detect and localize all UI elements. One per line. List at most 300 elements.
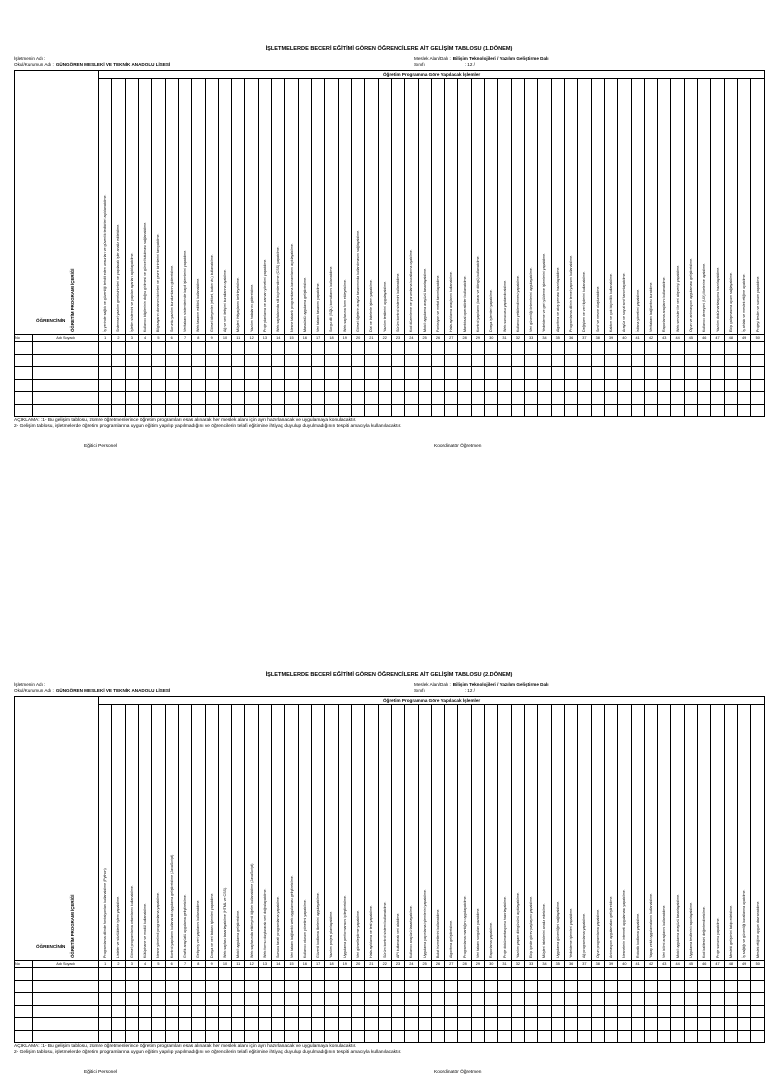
grid-cell[interactable]: [138, 379, 151, 392]
grid-cell[interactable]: [405, 367, 418, 380]
grid-cell[interactable]: [285, 367, 298, 380]
grid-cell[interactable]: [232, 379, 245, 392]
grid-cell[interactable]: [698, 404, 711, 417]
grid-cell[interactable]: [591, 404, 604, 417]
grid-cell[interactable]: [272, 379, 285, 392]
grid-cell[interactable]: [338, 354, 351, 367]
grid-cell[interactable]: [445, 1005, 458, 1018]
grid-cell[interactable]: [351, 993, 364, 1006]
grid-cell[interactable]: [218, 404, 231, 417]
grid-cell[interactable]: [711, 379, 724, 392]
grid-cell[interactable]: [458, 1030, 471, 1043]
grid-cell[interactable]: [33, 367, 99, 380]
grid-cell[interactable]: [298, 342, 311, 355]
grid-cell[interactable]: [125, 1005, 138, 1018]
grid-cell[interactable]: [471, 968, 484, 981]
grid-cell[interactable]: [418, 993, 431, 1006]
grid-cell[interactable]: [671, 1030, 684, 1043]
grid-cell[interactable]: [405, 980, 418, 993]
grid-cell[interactable]: [511, 980, 524, 993]
grid-cell[interactable]: [205, 379, 218, 392]
grid-cell[interactable]: [498, 392, 511, 405]
grid-cell[interactable]: [165, 367, 178, 380]
grid-cell[interactable]: [378, 1030, 391, 1043]
grid-cell[interactable]: [351, 1005, 364, 1018]
grid-cell[interactable]: [458, 342, 471, 355]
grid-cell[interactable]: [205, 342, 218, 355]
grid-cell[interactable]: [578, 342, 591, 355]
grid-cell[interactable]: [684, 993, 697, 1006]
grid-cell[interactable]: [418, 367, 431, 380]
grid-cell[interactable]: [431, 968, 444, 981]
grid-cell[interactable]: [378, 392, 391, 405]
grid-cell[interactable]: [391, 367, 404, 380]
grid-cell[interactable]: [564, 404, 577, 417]
grid-cell[interactable]: [165, 379, 178, 392]
grid-cell[interactable]: [604, 342, 617, 355]
grid-cell[interactable]: [658, 1030, 671, 1043]
grid-cell[interactable]: [538, 354, 551, 367]
grid-cell[interactable]: [15, 379, 33, 392]
grid-cell[interactable]: [152, 968, 165, 981]
grid-cell[interactable]: [724, 968, 737, 981]
grid-cell[interactable]: [325, 1030, 338, 1043]
grid-cell[interactable]: [338, 392, 351, 405]
grid-cell[interactable]: [711, 404, 724, 417]
grid-cell[interactable]: [551, 367, 564, 380]
grid-cell[interactable]: [525, 980, 538, 993]
grid-cell[interactable]: [458, 392, 471, 405]
grid-cell[interactable]: [724, 379, 737, 392]
grid-cell[interactable]: [391, 342, 404, 355]
grid-cell[interactable]: [578, 993, 591, 1006]
grid-cell[interactable]: [272, 1005, 285, 1018]
grid-cell[interactable]: [152, 354, 165, 367]
grid-cell[interactable]: [445, 980, 458, 993]
grid-cell[interactable]: [165, 404, 178, 417]
grid-cell[interactable]: [365, 354, 378, 367]
grid-cell[interactable]: [485, 404, 498, 417]
grid-cell[interactable]: [165, 968, 178, 981]
grid-cell[interactable]: [738, 1005, 751, 1018]
grid-cell[interactable]: [511, 379, 524, 392]
grid-cell[interactable]: [738, 367, 751, 380]
grid-cell[interactable]: [15, 968, 33, 981]
grid-cell[interactable]: [511, 1030, 524, 1043]
grid-cell[interactable]: [631, 968, 644, 981]
grid-cell[interactable]: [99, 367, 112, 380]
grid-cell[interactable]: [644, 342, 657, 355]
grid-cell[interactable]: [272, 993, 285, 1006]
grid-cell[interactable]: [671, 354, 684, 367]
grid-cell[interactable]: [405, 1030, 418, 1043]
grid-cell[interactable]: [644, 993, 657, 1006]
grid-cell[interactable]: [285, 354, 298, 367]
grid-cell[interactable]: [205, 392, 218, 405]
grid-cell[interactable]: [604, 367, 617, 380]
grid-cell[interactable]: [245, 379, 258, 392]
grid-cell[interactable]: [631, 392, 644, 405]
grid-cell[interactable]: [724, 993, 737, 1006]
grid-cell[interactable]: [258, 392, 271, 405]
grid-cell[interactable]: [338, 1005, 351, 1018]
grid-cell[interactable]: [285, 392, 298, 405]
grid-cell[interactable]: [485, 354, 498, 367]
grid-cell[interactable]: [724, 392, 737, 405]
grid-cell[interactable]: [205, 1030, 218, 1043]
grid-cell[interactable]: [471, 1005, 484, 1018]
grid-cell[interactable]: [471, 993, 484, 1006]
grid-cell[interactable]: [218, 379, 231, 392]
grid-cell[interactable]: [33, 404, 99, 417]
grid-cell[interactable]: [365, 379, 378, 392]
grid-cell[interactable]: [138, 342, 151, 355]
grid-cell[interactable]: [112, 379, 125, 392]
grid-cell[interactable]: [351, 1030, 364, 1043]
grid-cell[interactable]: [631, 1030, 644, 1043]
grid-cell[interactable]: [418, 342, 431, 355]
grid-cell[interactable]: [724, 342, 737, 355]
grid-cell[interactable]: [405, 968, 418, 981]
grid-cell[interactable]: [564, 968, 577, 981]
grid-cell[interactable]: [99, 379, 112, 392]
grid-cell[interactable]: [485, 980, 498, 993]
grid-cell[interactable]: [178, 1005, 191, 1018]
grid-cell[interactable]: [112, 993, 125, 1006]
grid-cell[interactable]: [591, 1030, 604, 1043]
grid-cell[interactable]: [511, 1005, 524, 1018]
grid-cell[interactable]: [525, 342, 538, 355]
grid-cell[interactable]: [365, 980, 378, 993]
grid-cell[interactable]: [698, 367, 711, 380]
grid-cell[interactable]: [738, 404, 751, 417]
grid-cell[interactable]: [15, 342, 33, 355]
grid-cell[interactable]: [365, 392, 378, 405]
grid-cell[interactable]: [431, 379, 444, 392]
grid-cell[interactable]: [178, 354, 191, 367]
grid-cell[interactable]: [245, 367, 258, 380]
grid-cell[interactable]: [298, 1030, 311, 1043]
grid-cell[interactable]: [485, 1030, 498, 1043]
grid-cell[interactable]: [285, 980, 298, 993]
grid-cell[interactable]: [711, 354, 724, 367]
grid-cell[interactable]: [351, 342, 364, 355]
grid-cell[interactable]: [658, 392, 671, 405]
grid-cell[interactable]: [498, 1030, 511, 1043]
grid-cell[interactable]: [618, 968, 631, 981]
grid-cell[interactable]: [631, 1005, 644, 1018]
grid-cell[interactable]: [458, 354, 471, 367]
grid-cell[interactable]: [125, 993, 138, 1006]
grid-cell[interactable]: [15, 404, 33, 417]
grid-cell[interactable]: [698, 993, 711, 1006]
grid-cell[interactable]: [125, 379, 138, 392]
grid-cell[interactable]: [365, 1005, 378, 1018]
grid-cell[interactable]: [738, 392, 751, 405]
grid-cell[interactable]: [591, 392, 604, 405]
grid-cell[interactable]: [591, 379, 604, 392]
grid-cell[interactable]: [658, 367, 671, 380]
grid-cell[interactable]: [751, 980, 765, 993]
grid-cell[interactable]: [192, 367, 205, 380]
grid-cell[interactable]: [604, 980, 617, 993]
grid-cell[interactable]: [285, 993, 298, 1006]
grid-cell[interactable]: [445, 1030, 458, 1043]
grid-cell[interactable]: [298, 993, 311, 1006]
grid-cell[interactable]: [711, 342, 724, 355]
grid-cell[interactable]: [431, 980, 444, 993]
grid-cell[interactable]: [245, 980, 258, 993]
grid-cell[interactable]: [564, 1005, 577, 1018]
grid-cell[interactable]: [445, 379, 458, 392]
grid-cell[interactable]: [751, 379, 765, 392]
grid-cell[interactable]: [431, 367, 444, 380]
grid-cell[interactable]: [152, 1005, 165, 1018]
grid-cell[interactable]: [258, 980, 271, 993]
grid-cell[interactable]: [152, 342, 165, 355]
grid-cell[interactable]: [418, 392, 431, 405]
grid-cell[interactable]: [33, 1005, 99, 1018]
grid-cell[interactable]: [591, 1005, 604, 1018]
grid-cell[interactable]: [738, 342, 751, 355]
grid-cell[interactable]: [33, 980, 99, 993]
grid-cell[interactable]: [431, 354, 444, 367]
grid-cell[interactable]: [458, 379, 471, 392]
grid-cell[interactable]: [391, 1005, 404, 1018]
grid-cell[interactable]: [698, 354, 711, 367]
grid-cell[interactable]: [298, 1005, 311, 1018]
grid-cell[interactable]: [498, 993, 511, 1006]
grid-cell[interactable]: [498, 1005, 511, 1018]
grid-cell[interactable]: [538, 342, 551, 355]
grid-cell[interactable]: [471, 980, 484, 993]
grid-cell[interactable]: [564, 980, 577, 993]
grid-cell[interactable]: [218, 354, 231, 367]
grid-cell[interactable]: [391, 1030, 404, 1043]
grid-cell[interactable]: [218, 993, 231, 1006]
grid-cell[interactable]: [112, 1005, 125, 1018]
grid-cell[interactable]: [618, 980, 631, 993]
grid-cell[interactable]: [165, 354, 178, 367]
grid-cell[interactable]: [138, 354, 151, 367]
grid-cell[interactable]: [298, 980, 311, 993]
grid-cell[interactable]: [325, 968, 338, 981]
grid-cell[interactable]: [365, 993, 378, 1006]
grid-cell[interactable]: [618, 993, 631, 1006]
grid-cell[interactable]: [698, 1005, 711, 1018]
grid-cell[interactable]: [511, 993, 524, 1006]
grid-cell[interactable]: [538, 980, 551, 993]
grid-cell[interactable]: [258, 379, 271, 392]
grid-cell[interactable]: [751, 1005, 765, 1018]
grid-cell[interactable]: [578, 367, 591, 380]
grid-cell[interactable]: [445, 342, 458, 355]
grid-cell[interactable]: [192, 354, 205, 367]
grid-cell[interactable]: [711, 968, 724, 981]
grid-cell[interactable]: [165, 1005, 178, 1018]
grid-cell[interactable]: [658, 968, 671, 981]
grid-cell[interactable]: [751, 404, 765, 417]
grid-cell[interactable]: [33, 1030, 99, 1043]
grid-cell[interactable]: [445, 404, 458, 417]
grid-cell[interactable]: [15, 980, 33, 993]
grid-cell[interactable]: [338, 342, 351, 355]
grid-cell[interactable]: [405, 404, 418, 417]
grid-cell[interactable]: [631, 379, 644, 392]
grid-cell[interactable]: [511, 367, 524, 380]
grid-cell[interactable]: [538, 367, 551, 380]
grid-cell[interactable]: [405, 379, 418, 392]
grid-cell[interactable]: [684, 980, 697, 993]
grid-cell[interactable]: [272, 367, 285, 380]
grid-cell[interactable]: [751, 354, 765, 367]
grid-cell[interactable]: [205, 1005, 218, 1018]
grid-cell[interactable]: [125, 367, 138, 380]
grid-cell[interactable]: [658, 980, 671, 993]
grid-cell[interactable]: [178, 968, 191, 981]
grid-cell[interactable]: [511, 404, 524, 417]
grid-cell[interactable]: [272, 354, 285, 367]
grid-cell[interactable]: [351, 392, 364, 405]
grid-cell[interactable]: [431, 342, 444, 355]
grid-cell[interactable]: [391, 980, 404, 993]
grid-cell[interactable]: [178, 993, 191, 1006]
grid-cell[interactable]: [15, 354, 33, 367]
grid-cell[interactable]: [272, 404, 285, 417]
grid-cell[interactable]: [232, 392, 245, 405]
grid-cell[interactable]: [525, 392, 538, 405]
grid-cell[interactable]: [418, 1005, 431, 1018]
grid-cell[interactable]: [138, 1030, 151, 1043]
grid-cell[interactable]: [604, 404, 617, 417]
grid-cell[interactable]: [751, 968, 765, 981]
grid-cell[interactable]: [33, 342, 99, 355]
grid-cell[interactable]: [338, 1030, 351, 1043]
grid-cell[interactable]: [618, 342, 631, 355]
grid-cell[interactable]: [591, 993, 604, 1006]
grid-cell[interactable]: [711, 392, 724, 405]
grid-cell[interactable]: [551, 354, 564, 367]
grid-cell[interactable]: [391, 404, 404, 417]
grid-cell[interactable]: [431, 404, 444, 417]
grid-cell[interactable]: [99, 1005, 112, 1018]
grid-cell[interactable]: [325, 1005, 338, 1018]
grid-cell[interactable]: [312, 968, 325, 981]
grid-cell[interactable]: [471, 367, 484, 380]
grid-cell[interactable]: [671, 1005, 684, 1018]
grid-cell[interactable]: [498, 354, 511, 367]
grid-cell[interactable]: [644, 980, 657, 993]
grid-cell[interactable]: [445, 354, 458, 367]
grid-cell[interactable]: [631, 980, 644, 993]
grid-cell[interactable]: [671, 404, 684, 417]
grid-cell[interactable]: [485, 367, 498, 380]
grid-cell[interactable]: [644, 379, 657, 392]
grid-cell[interactable]: [351, 980, 364, 993]
grid-cell[interactable]: [564, 379, 577, 392]
grid-cell[interactable]: [511, 354, 524, 367]
grid-cell[interactable]: [205, 993, 218, 1006]
grid-cell[interactable]: [338, 379, 351, 392]
grid-cell[interactable]: [671, 392, 684, 405]
grid-cell[interactable]: [458, 993, 471, 1006]
grid-cell[interactable]: [178, 392, 191, 405]
grid-cell[interactable]: [138, 392, 151, 405]
grid-cell[interactable]: [365, 1030, 378, 1043]
grid-cell[interactable]: [285, 404, 298, 417]
grid-cell[interactable]: [138, 367, 151, 380]
grid-cell[interactable]: [378, 404, 391, 417]
grid-cell[interactable]: [698, 342, 711, 355]
grid-cell[interactable]: [192, 404, 205, 417]
grid-cell[interactable]: [684, 392, 697, 405]
grid-cell[interactable]: [298, 367, 311, 380]
grid-cell[interactable]: [551, 342, 564, 355]
grid-cell[interactable]: [112, 392, 125, 405]
grid-cell[interactable]: [671, 993, 684, 1006]
grid-cell[interactable]: [33, 379, 99, 392]
grid-cell[interactable]: [525, 968, 538, 981]
grid-cell[interactable]: [538, 392, 551, 405]
grid-cell[interactable]: [165, 993, 178, 1006]
grid-cell[interactable]: [604, 1030, 617, 1043]
grid-cell[interactable]: [604, 392, 617, 405]
grid-cell[interactable]: [644, 392, 657, 405]
grid-cell[interactable]: [178, 379, 191, 392]
grid-cell[interactable]: [218, 968, 231, 981]
grid-cell[interactable]: [33, 354, 99, 367]
grid-cell[interactable]: [671, 980, 684, 993]
grid-cell[interactable]: [178, 342, 191, 355]
grid-cell[interactable]: [724, 367, 737, 380]
grid-cell[interactable]: [485, 342, 498, 355]
grid-cell[interactable]: [325, 367, 338, 380]
grid-cell[interactable]: [551, 1005, 564, 1018]
grid-cell[interactable]: [724, 404, 737, 417]
grid-cell[interactable]: [152, 392, 165, 405]
grid-cell[interactable]: [564, 993, 577, 1006]
grid-cell[interactable]: [671, 968, 684, 981]
grid-cell[interactable]: [445, 367, 458, 380]
grid-cell[interactable]: [325, 354, 338, 367]
grid-cell[interactable]: [591, 980, 604, 993]
grid-cell[interactable]: [658, 354, 671, 367]
grid-cell[interactable]: [192, 993, 205, 1006]
grid-cell[interactable]: [258, 968, 271, 981]
grid-cell[interactable]: [431, 1005, 444, 1018]
grid-cell[interactable]: [511, 392, 524, 405]
grid-cell[interactable]: [538, 1005, 551, 1018]
grid-cell[interactable]: [525, 354, 538, 367]
grid-cell[interactable]: [378, 367, 391, 380]
grid-cell[interactable]: [391, 392, 404, 405]
grid-cell[interactable]: [218, 980, 231, 993]
grid-cell[interactable]: [551, 993, 564, 1006]
grid-cell[interactable]: [99, 968, 112, 981]
grid-cell[interactable]: [365, 342, 378, 355]
grid-cell[interactable]: [418, 354, 431, 367]
grid-cell[interactable]: [245, 404, 258, 417]
grid-cell[interactable]: [205, 980, 218, 993]
grid-cell[interactable]: [258, 342, 271, 355]
grid-cell[interactable]: [232, 1005, 245, 1018]
grid-cell[interactable]: [312, 354, 325, 367]
grid-cell[interactable]: [258, 354, 271, 367]
grid-cell[interactable]: [325, 392, 338, 405]
grid-cell[interactable]: [711, 1005, 724, 1018]
grid-cell[interactable]: [711, 1030, 724, 1043]
grid-cell[interactable]: [525, 1030, 538, 1043]
